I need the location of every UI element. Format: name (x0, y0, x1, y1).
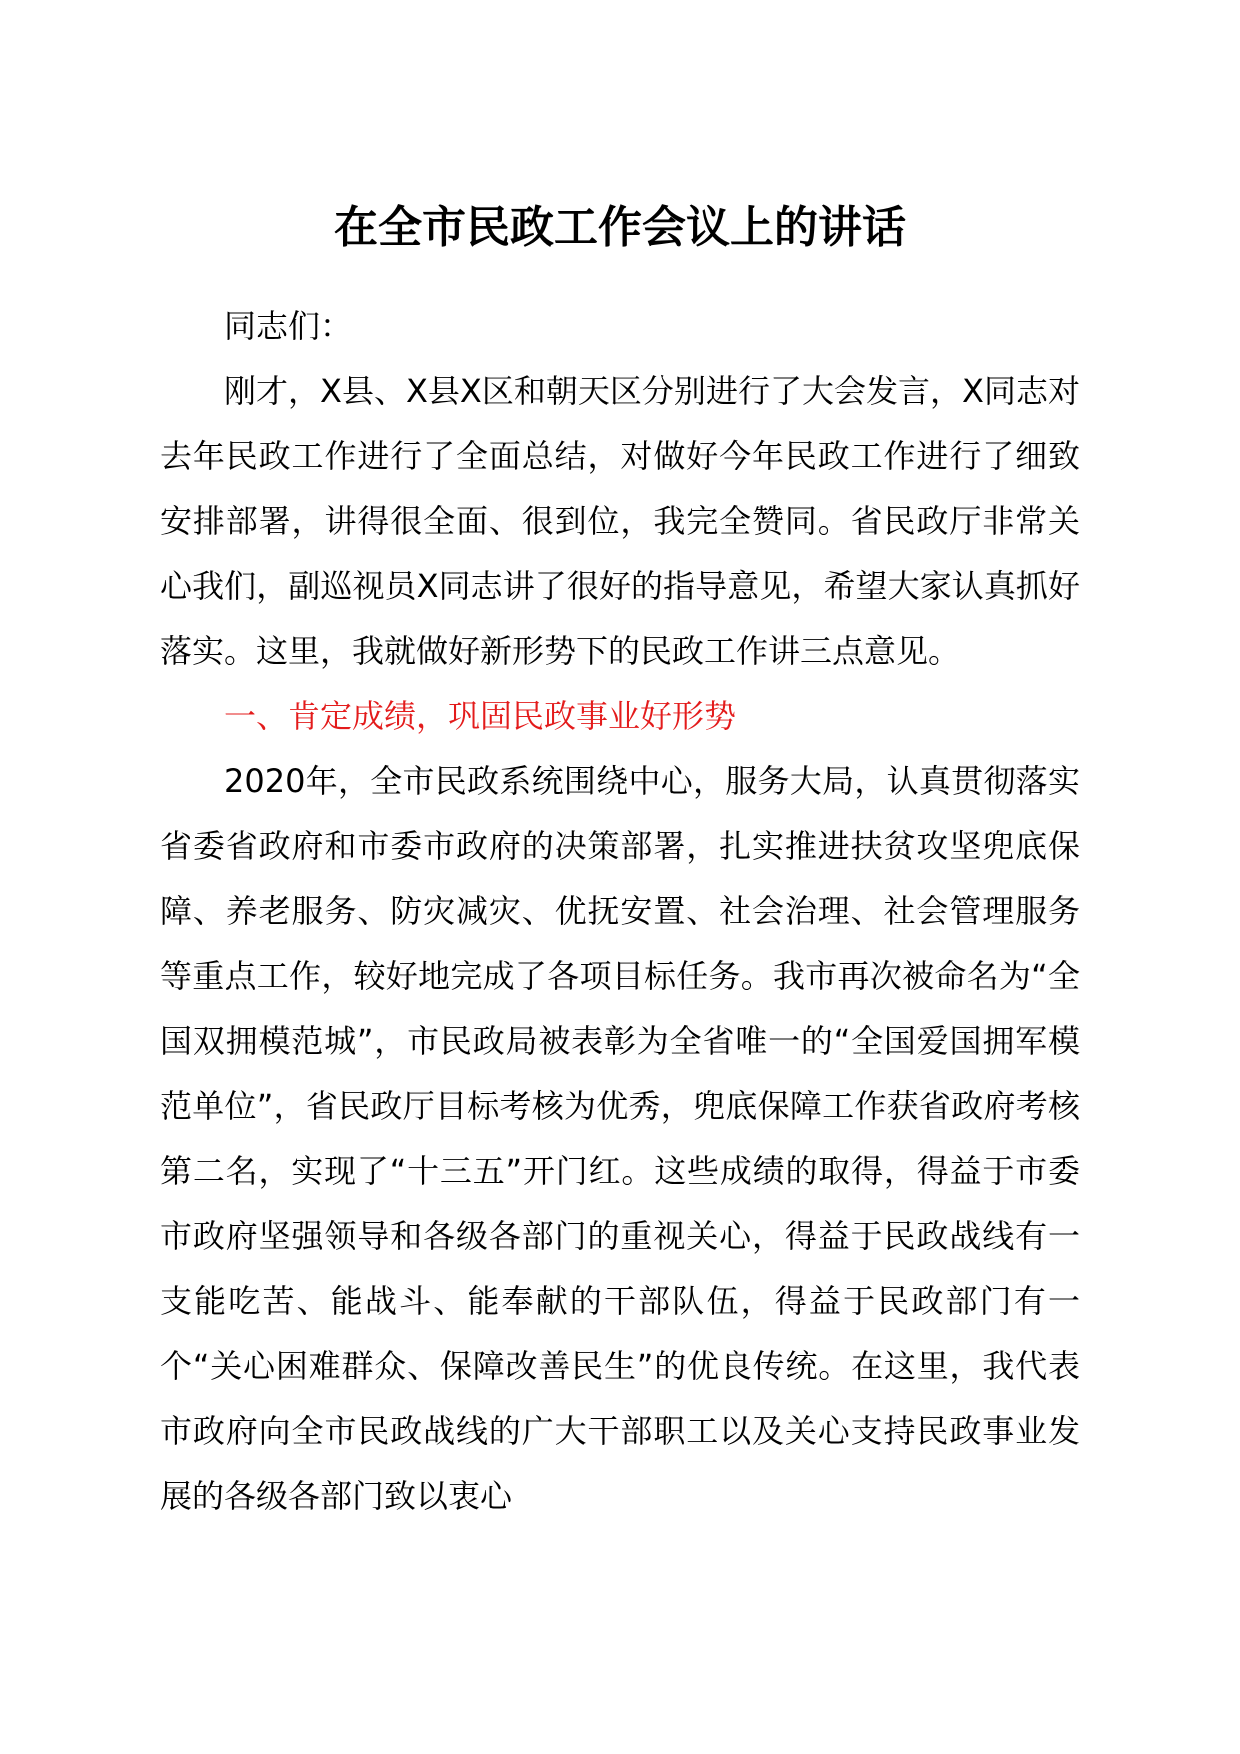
document-title: 在全市民政工作会议上的讲话 (334, 202, 906, 253)
section-heading-1: 一、肯定成绩，巩固民政事业好形势 (224, 697, 737, 735)
document-body (160, 294, 1080, 1529)
paragraph-intro: 刚才，X县、X县X区和朝天区分别进行了大会发言，X同志对去年民政工作进行了全面总结，对做好今年民政工作进行了细致安排部署，讲得很全面、很到位，我完全赞同。省民政厅非常关心我们，副巡视员X同志讲了很好的指导意见，希望大家认真抓好落实。这里，我就做好新形势下的民政工作讲三点意见。 (160, 372, 1080, 670)
salutation: 同志们： (224, 307, 353, 345)
paragraph-achievements: 2020年，全市民政系统围绕中心，服务大局，认真贯彻落实省委省政府和市委市政府的决策部署，扎实推进扶贫攻坚兜底保障、养老服务、防灾减灾、优抚安置、社会治理、社会管理服务等重点工作，较好地完成了各项目标任务。我市再次被命名为“全国双拥模范城”，市民政局被表彰为全省唯一的“全国爱国拥军模范单位”，省民政厅目标考核为优秀，兜底保障工作获省政府考核第二名，实现了“十三五”开门红。这些成绩的取得，得益于市委市政府坚强领导和各级各部门的重视关心，得益于民政战线有一支能吃苦、能战斗、能奉献的干部队伍，得益于民政部门有一个“关心困难群众、保障改善民生”的优良传统。在这里，我代表市政府向全市民政战线的广大干部职工以及关心支持民政事业发展的各级各部门致以衷心 (160, 762, 1080, 1515)
